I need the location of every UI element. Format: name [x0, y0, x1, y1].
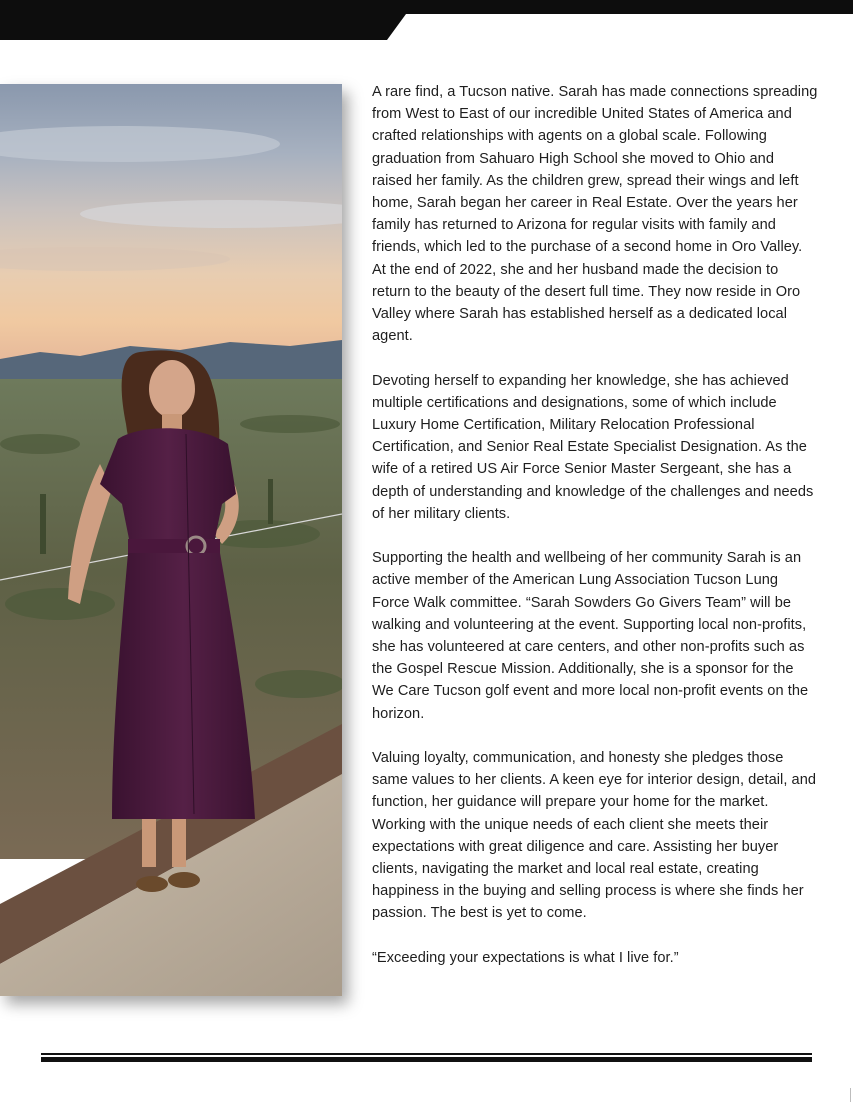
bio-paragraph: Supporting the health and wellbeing of her community Sarah is an active member of the American Lung Association Tucson Lung Force Walk committee. “Sarah Sowders Go Givers Team” will be walking and volunteering at the event. Supporting local non-profits, she has volunteered at care centers, and other non-profits such as the Gospel Rescue Mission. Additionally, she is a sponsor for the We Care Tucson golf event and more local non-profit events on the horizon.	[372, 550, 809, 722]
footer-rule-thick	[41, 1057, 812, 1062]
bio-text	[372, 81, 818, 991]
bio-quote: “Exceeding your expectations is what I live for.”	[372, 949, 679, 966]
portrait-photo	[0, 84, 342, 996]
footer-rule-thin	[41, 1053, 812, 1055]
bio-paragraph: Valuing loyalty, communication, and honesty she pledges those same values to her clients. A keen eye for interior design, detail, and function, her guidance will prepare your home for the market. Working with the unique needs of each client she meets their expectations with great diligence and care. Assisting her buyer clients, navigating the market and local real estate, creating happiness in the buying and selling process is where she finds her passion. The best is yet to come.	[372, 750, 817, 922]
bio-paragraph: Devoting herself to expanding her knowledge, she has achieved multiple certifications and designations, some of which include Luxury Home Certification, Military Relocation Professional Certification, and Senior Real Estate Specialist Designation. As the wife of a retired US Air Force Senior Master Sergeant, she has a depth of understanding and knowledge of the challenges and needs of her military clients.	[372, 372, 814, 522]
bio-paragraph: A rare find, a Tucson native. Sarah has made connections spreading from West to East of our incredible United States of America and crafted relationships with agents on a global scale. Following graduation from Sahuaro High School she moved to Ohio and raised her family. As the children grew, spread their wings and left home, Sarah began her career in Real Estate. Over the years her family has returned to Arizona for regular visits with family and friends, which led to the purchase of a second home in Oro Valley. At the end of 2022, she and her husband made the decision to return to the beauty of the desert full time. They now reside in Oro Valley where Sarah has established herself as a dedicated local agent.	[372, 84, 818, 345]
portrait-image	[0, 84, 342, 996]
crop-mark	[850, 1088, 851, 1102]
header-bar	[0, 0, 853, 42]
